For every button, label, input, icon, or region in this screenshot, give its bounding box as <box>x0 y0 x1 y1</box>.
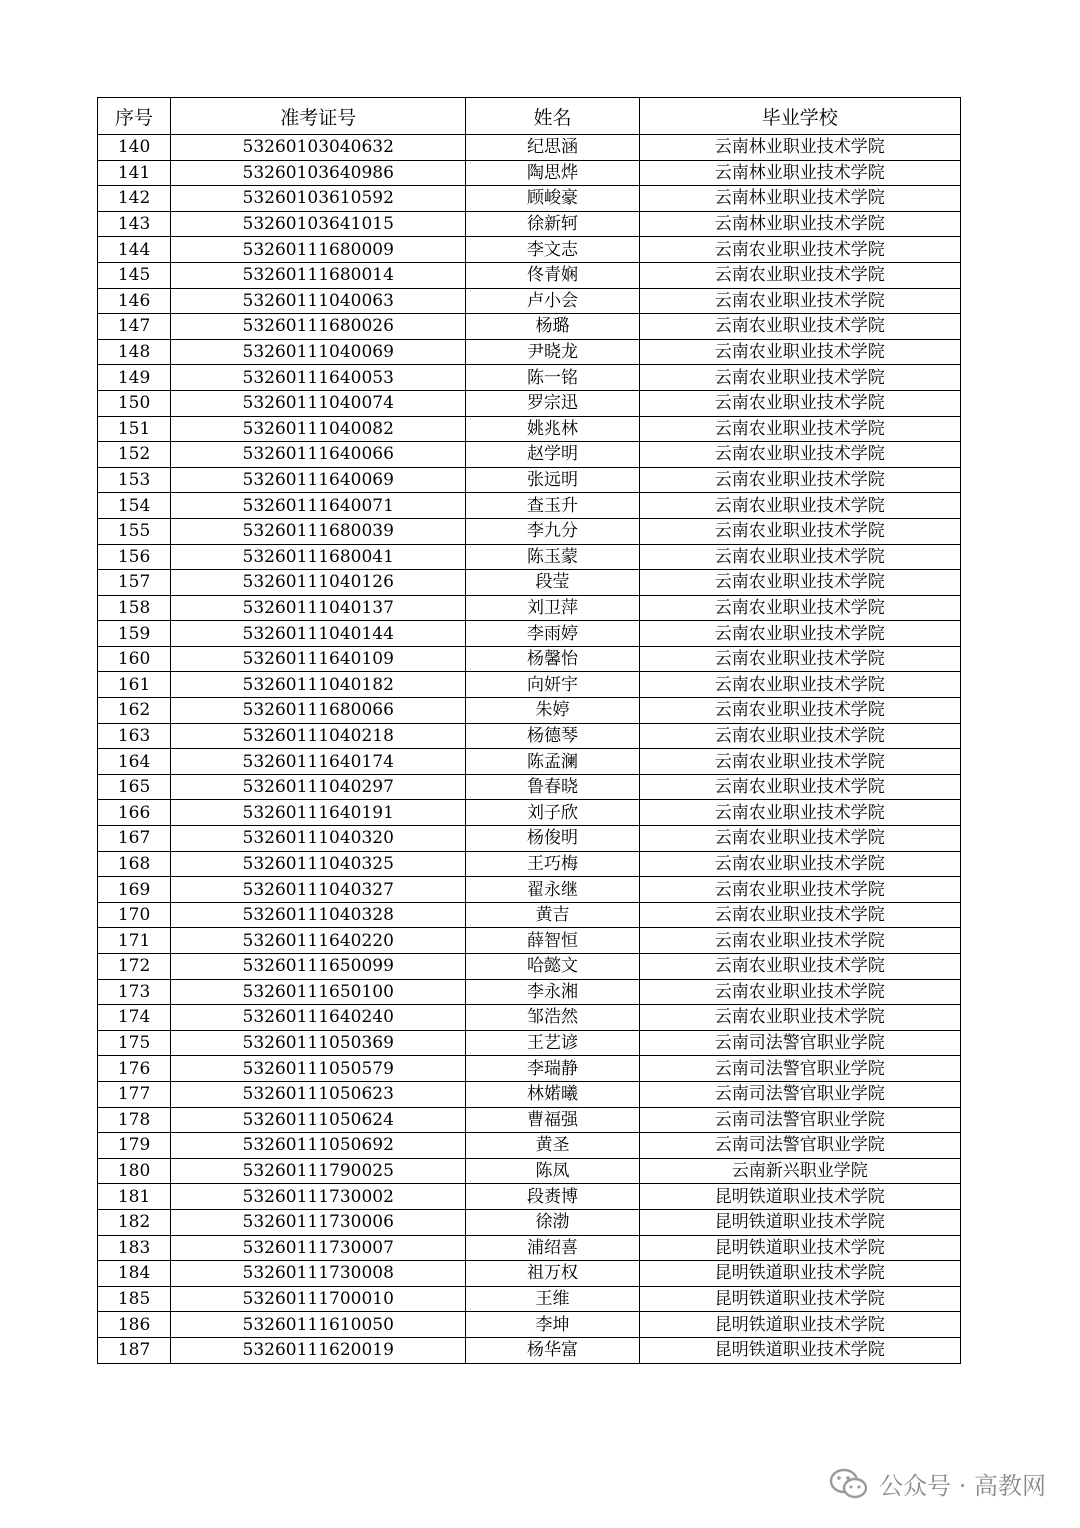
cell-exam-id: 53260111040069 <box>171 339 466 365</box>
cell-seq: 187 <box>98 1337 171 1363</box>
cell-exam-id: 53260111050579 <box>171 1056 466 1082</box>
header-name: 姓名 <box>466 98 639 135</box>
cell-school: 云南林业职业技术学院 <box>639 211 960 237</box>
cell-school: 云南农业职业技术学院 <box>639 339 960 365</box>
cell-school: 云南农业职业技术学院 <box>639 595 960 621</box>
cell-school: 昆明铁道职业技术学院 <box>639 1337 960 1363</box>
cell-seq: 144 <box>98 237 171 263</box>
cell-exam-id: 53260103610592 <box>171 186 466 212</box>
cell-school: 云南农业职业技术学院 <box>639 262 960 288</box>
cell-seq: 165 <box>98 774 171 800</box>
cell-school: 云南农业职业技术学院 <box>639 518 960 544</box>
cell-seq: 171 <box>98 928 171 954</box>
cell-exam-id: 53260111640071 <box>171 493 466 519</box>
cell-exam-id: 53260111640109 <box>171 646 466 672</box>
cell-exam-id: 53260111040320 <box>171 826 466 852</box>
cell-exam-id: 53260111040297 <box>171 774 466 800</box>
cell-name: 段赉博 <box>466 1184 639 1210</box>
cell-seq: 172 <box>98 954 171 980</box>
cell-seq: 166 <box>98 800 171 826</box>
cell-school: 云南林业职业技术学院 <box>639 160 960 186</box>
table-row <box>98 416 961 442</box>
cell-school: 云南农业职业技术学院 <box>639 723 960 749</box>
cell-name: 顾峻豪 <box>466 186 639 212</box>
cell-school: 云南农业职业技术学院 <box>639 365 960 391</box>
admission-list-table <box>97 97 961 1364</box>
table-row <box>98 621 961 647</box>
cell-name: 浦绍喜 <box>466 1235 639 1261</box>
cell-seq: 169 <box>98 877 171 903</box>
cell-name: 黄圣 <box>466 1133 639 1159</box>
table-row <box>98 723 961 749</box>
cell-seq: 164 <box>98 749 171 775</box>
cell-name: 翟永继 <box>466 877 639 903</box>
cell-name: 卢小会 <box>466 288 639 314</box>
cell-school: 云南农业职业技术学院 <box>639 954 960 980</box>
cell-exam-id: 53260111680041 <box>171 544 466 570</box>
cell-seq: 186 <box>98 1312 171 1338</box>
cell-school: 云南农业职业技术学院 <box>639 826 960 852</box>
cell-school: 云南农业职业技术学院 <box>639 416 960 442</box>
cell-name: 曹福强 <box>466 1107 639 1133</box>
cell-seq: 168 <box>98 851 171 877</box>
table-row <box>98 902 961 928</box>
cell-seq: 181 <box>98 1184 171 1210</box>
cell-seq: 151 <box>98 416 171 442</box>
table-row <box>98 595 961 621</box>
cell-school: 昆明铁道职业技术学院 <box>639 1312 960 1338</box>
cell-school: 云南农业职业技术学院 <box>639 493 960 519</box>
cell-exam-id: 53260111040328 <box>171 902 466 928</box>
cell-name: 向妍宇 <box>466 672 639 698</box>
cell-school: 云南农业职业技术学院 <box>639 851 960 877</box>
cell-school: 云南农业职业技术学院 <box>639 774 960 800</box>
cell-seq: 154 <box>98 493 171 519</box>
cell-exam-id: 53260111680039 <box>171 518 466 544</box>
cell-exam-id: 53260111640240 <box>171 1005 466 1031</box>
table-row <box>98 1184 961 1210</box>
cell-name: 薛智恒 <box>466 928 639 954</box>
table-row <box>98 1107 961 1133</box>
cell-name: 李永湘 <box>466 979 639 1005</box>
table-row <box>98 698 961 724</box>
table-row <box>98 1209 961 1235</box>
cell-school: 云南农业职业技术学院 <box>639 928 960 954</box>
cell-seq: 182 <box>98 1209 171 1235</box>
cell-seq: 179 <box>98 1133 171 1159</box>
cell-exam-id: 53260111730002 <box>171 1184 466 1210</box>
cell-name: 李雨婷 <box>466 621 639 647</box>
cell-exam-id: 53260111610050 <box>171 1312 466 1338</box>
table-body <box>98 135 961 1364</box>
cell-exam-id: 53260111650100 <box>171 979 466 1005</box>
cell-exam-id: 53260111040144 <box>171 621 466 647</box>
cell-exam-id: 53260111040325 <box>171 851 466 877</box>
cell-seq: 153 <box>98 467 171 493</box>
cell-seq: 155 <box>98 518 171 544</box>
cell-exam-id: 53260111050623 <box>171 1081 466 1107</box>
header-school: 毕业学校 <box>639 98 960 135</box>
cell-exam-id: 53260111680014 <box>171 262 466 288</box>
cell-school: 云南农业职业技术学院 <box>639 672 960 698</box>
cell-exam-id: 53260111040327 <box>171 877 466 903</box>
cell-school: 云南司法警官职业学院 <box>639 1107 960 1133</box>
cell-name: 李瑞静 <box>466 1056 639 1082</box>
cell-school: 云南林业职业技术学院 <box>639 186 960 212</box>
cell-name: 林婼曦 <box>466 1081 639 1107</box>
table-row <box>98 518 961 544</box>
cell-name: 刘卫萍 <box>466 595 639 621</box>
table-row <box>98 672 961 698</box>
cell-school: 云南农业职业技术学院 <box>639 570 960 596</box>
cell-name: 段莹 <box>466 570 639 596</box>
cell-exam-id: 53260111790025 <box>171 1158 466 1184</box>
cell-school: 云南农业职业技术学院 <box>639 698 960 724</box>
cell-school: 云南司法警官职业学院 <box>639 1133 960 1159</box>
cell-seq: 145 <box>98 262 171 288</box>
table-row <box>98 288 961 314</box>
cell-exam-id: 53260111040218 <box>171 723 466 749</box>
cell-exam-id: 53260111040137 <box>171 595 466 621</box>
cell-name: 赵学明 <box>466 442 639 468</box>
cell-name: 纪思涵 <box>466 135 639 161</box>
watermark-text: 公众号 · 高教网 <box>879 1472 1046 1500</box>
cell-exam-id: 53260111640191 <box>171 800 466 826</box>
table-row <box>98 314 961 340</box>
cell-seq: 157 <box>98 570 171 596</box>
cell-name: 王维 <box>466 1286 639 1312</box>
cell-school: 云南农业职业技术学院 <box>639 288 960 314</box>
table-row <box>98 1133 961 1159</box>
table-row <box>98 928 961 954</box>
cell-name: 陈玉蒙 <box>466 544 639 570</box>
cell-seq: 156 <box>98 544 171 570</box>
table-row <box>98 1158 961 1184</box>
table-row <box>98 365 961 391</box>
table-row <box>98 1261 961 1287</box>
cell-seq: 158 <box>98 595 171 621</box>
cell-school: 云南农业职业技术学院 <box>639 749 960 775</box>
cell-name: 王巧梅 <box>466 851 639 877</box>
cell-exam-id: 53260111680066 <box>171 698 466 724</box>
cell-exam-id: 53260111680026 <box>171 314 466 340</box>
cell-exam-id: 53260111640053 <box>171 365 466 391</box>
cell-exam-id: 53260111650099 <box>171 954 466 980</box>
table-row <box>98 774 961 800</box>
cell-exam-id: 53260111040082 <box>171 416 466 442</box>
cell-name: 李九分 <box>466 518 639 544</box>
table-row <box>98 339 961 365</box>
cell-name: 姚兆林 <box>466 416 639 442</box>
table-row <box>98 826 961 852</box>
cell-name: 鲁春晓 <box>466 774 639 800</box>
cell-seq: 140 <box>98 135 171 161</box>
cell-name: 陈一铭 <box>466 365 639 391</box>
cell-seq: 147 <box>98 314 171 340</box>
cell-school: 云南农业职业技术学院 <box>639 979 960 1005</box>
cell-seq: 180 <box>98 1158 171 1184</box>
cell-school: 云南农业职业技术学院 <box>639 877 960 903</box>
cell-school: 云南农业职业技术学院 <box>639 800 960 826</box>
cell-school: 云南农业职业技术学院 <box>639 646 960 672</box>
table-row <box>98 160 961 186</box>
cell-exam-id: 53260111730007 <box>171 1235 466 1261</box>
cell-name: 陶思烨 <box>466 160 639 186</box>
cell-seq: 152 <box>98 442 171 468</box>
table-header-row <box>98 98 961 135</box>
table-row <box>98 1312 961 1338</box>
cell-seq: 177 <box>98 1081 171 1107</box>
wechat-icon <box>829 1467 869 1501</box>
table-row <box>98 493 961 519</box>
cell-seq: 173 <box>98 979 171 1005</box>
cell-school: 云南司法警官职业学院 <box>639 1056 960 1082</box>
cell-school: 云南农业职业技术学院 <box>639 442 960 468</box>
table-row <box>98 467 961 493</box>
cell-exam-id: 53260103641015 <box>171 211 466 237</box>
cell-seq: 176 <box>98 1056 171 1082</box>
cell-school: 昆明铁道职业技术学院 <box>639 1209 960 1235</box>
cell-seq: 163 <box>98 723 171 749</box>
cell-name: 李坤 <box>466 1312 639 1338</box>
cell-exam-id: 53260111730006 <box>171 1209 466 1235</box>
cell-exam-id: 53260111640066 <box>171 442 466 468</box>
cell-exam-id: 53260111620019 <box>171 1337 466 1363</box>
cell-school: 云南林业职业技术学院 <box>639 135 960 161</box>
cell-school: 昆明铁道职业技术学院 <box>639 1286 960 1312</box>
cell-seq: 146 <box>98 288 171 314</box>
cell-exam-id: 53260111700010 <box>171 1286 466 1312</box>
table-row <box>98 749 961 775</box>
header-seq: 序号 <box>98 98 171 135</box>
cell-seq: 174 <box>98 1005 171 1031</box>
cell-name: 李文志 <box>466 237 639 263</box>
cell-name: 邹浩然 <box>466 1005 639 1031</box>
table-row <box>98 570 961 596</box>
table-row <box>98 211 961 237</box>
cell-seq: 143 <box>98 211 171 237</box>
watermark <box>829 1466 1046 1501</box>
table-row <box>98 646 961 672</box>
cell-name: 佟青娴 <box>466 262 639 288</box>
table-row <box>98 1235 961 1261</box>
cell-name: 徐渤 <box>466 1209 639 1235</box>
cell-exam-id: 53260103040632 <box>171 135 466 161</box>
cell-exam-id: 53260111040074 <box>171 390 466 416</box>
cell-exam-id: 53260111040126 <box>171 570 466 596</box>
cell-name: 杨德琴 <box>466 723 639 749</box>
cell-name: 查玉升 <box>466 493 639 519</box>
cell-school: 云南农业职业技术学院 <box>639 621 960 647</box>
cell-school: 云南农业职业技术学院 <box>639 314 960 340</box>
cell-name: 张远明 <box>466 467 639 493</box>
cell-name: 黄吉 <box>466 902 639 928</box>
cell-name: 王艺谚 <box>466 1030 639 1056</box>
cell-school: 云南农业职业技术学院 <box>639 390 960 416</box>
table-row <box>98 1056 961 1082</box>
cell-exam-id: 53260111730008 <box>171 1261 466 1287</box>
cell-seq: 141 <box>98 160 171 186</box>
cell-exam-id: 53260111680009 <box>171 237 466 263</box>
cell-exam-id: 53260111640174 <box>171 749 466 775</box>
cell-seq: 175 <box>98 1030 171 1056</box>
cell-name: 陈孟澜 <box>466 749 639 775</box>
cell-seq: 150 <box>98 390 171 416</box>
cell-exam-id: 53260111040063 <box>171 288 466 314</box>
cell-name: 杨俊明 <box>466 826 639 852</box>
cell-school: 云南农业职业技术学院 <box>639 544 960 570</box>
table-row <box>98 979 961 1005</box>
cell-seq: 167 <box>98 826 171 852</box>
table-row <box>98 1286 961 1312</box>
cell-school: 昆明铁道职业技术学院 <box>639 1184 960 1210</box>
cell-name: 尹晓龙 <box>466 339 639 365</box>
cell-seq: 160 <box>98 646 171 672</box>
cell-exam-id: 53260111050692 <box>171 1133 466 1159</box>
table-row <box>98 544 961 570</box>
cell-seq: 161 <box>98 672 171 698</box>
table-row <box>98 1337 961 1363</box>
table-row <box>98 390 961 416</box>
cell-name: 刘子欣 <box>466 800 639 826</box>
table-row <box>98 237 961 263</box>
cell-school: 云南农业职业技术学院 <box>639 1005 960 1031</box>
table-row <box>98 1030 961 1056</box>
table-row <box>98 135 961 161</box>
cell-seq: 148 <box>98 339 171 365</box>
cell-name: 徐新轲 <box>466 211 639 237</box>
cell-seq: 170 <box>98 902 171 928</box>
table-row <box>98 877 961 903</box>
cell-exam-id: 53260111040182 <box>171 672 466 698</box>
cell-exam-id: 53260111050369 <box>171 1030 466 1056</box>
cell-name: 罗宗迅 <box>466 390 639 416</box>
cell-seq: 149 <box>98 365 171 391</box>
table-row <box>98 954 961 980</box>
table-row <box>98 800 961 826</box>
cell-name: 陈凤 <box>466 1158 639 1184</box>
cell-name: 杨华富 <box>466 1337 639 1363</box>
cell-seq: 178 <box>98 1107 171 1133</box>
cell-name: 杨璐 <box>466 314 639 340</box>
cell-school: 云南司法警官职业学院 <box>639 1030 960 1056</box>
cell-school: 云南农业职业技术学院 <box>639 902 960 928</box>
cell-seq: 185 <box>98 1286 171 1312</box>
header-exam-id: 准考证号 <box>171 98 466 135</box>
cell-name: 祖万权 <box>466 1261 639 1287</box>
table-row <box>98 1005 961 1031</box>
cell-school: 昆明铁道职业技术学院 <box>639 1261 960 1287</box>
cell-school: 云南司法警官职业学院 <box>639 1081 960 1107</box>
cell-seq: 183 <box>98 1235 171 1261</box>
cell-seq: 142 <box>98 186 171 212</box>
table-row <box>98 186 961 212</box>
cell-school: 昆明铁道职业技术学院 <box>639 1235 960 1261</box>
cell-name: 杨馨怡 <box>466 646 639 672</box>
cell-seq: 162 <box>98 698 171 724</box>
cell-exam-id: 53260111640069 <box>171 467 466 493</box>
cell-exam-id: 53260111640220 <box>171 928 466 954</box>
cell-exam-id: 53260103640986 <box>171 160 466 186</box>
table-row <box>98 1081 961 1107</box>
cell-name: 朱婷 <box>466 698 639 724</box>
cell-seq: 159 <box>98 621 171 647</box>
cell-name: 哈懿文 <box>466 954 639 980</box>
table-row <box>98 262 961 288</box>
cell-school: 云南农业职业技术学院 <box>639 237 960 263</box>
cell-exam-id: 53260111050624 <box>171 1107 466 1133</box>
table-row <box>98 442 961 468</box>
cell-school: 云南农业职业技术学院 <box>639 467 960 493</box>
table-row <box>98 851 961 877</box>
cell-school: 云南新兴职业学院 <box>639 1158 960 1184</box>
cell-seq: 184 <box>98 1261 171 1287</box>
